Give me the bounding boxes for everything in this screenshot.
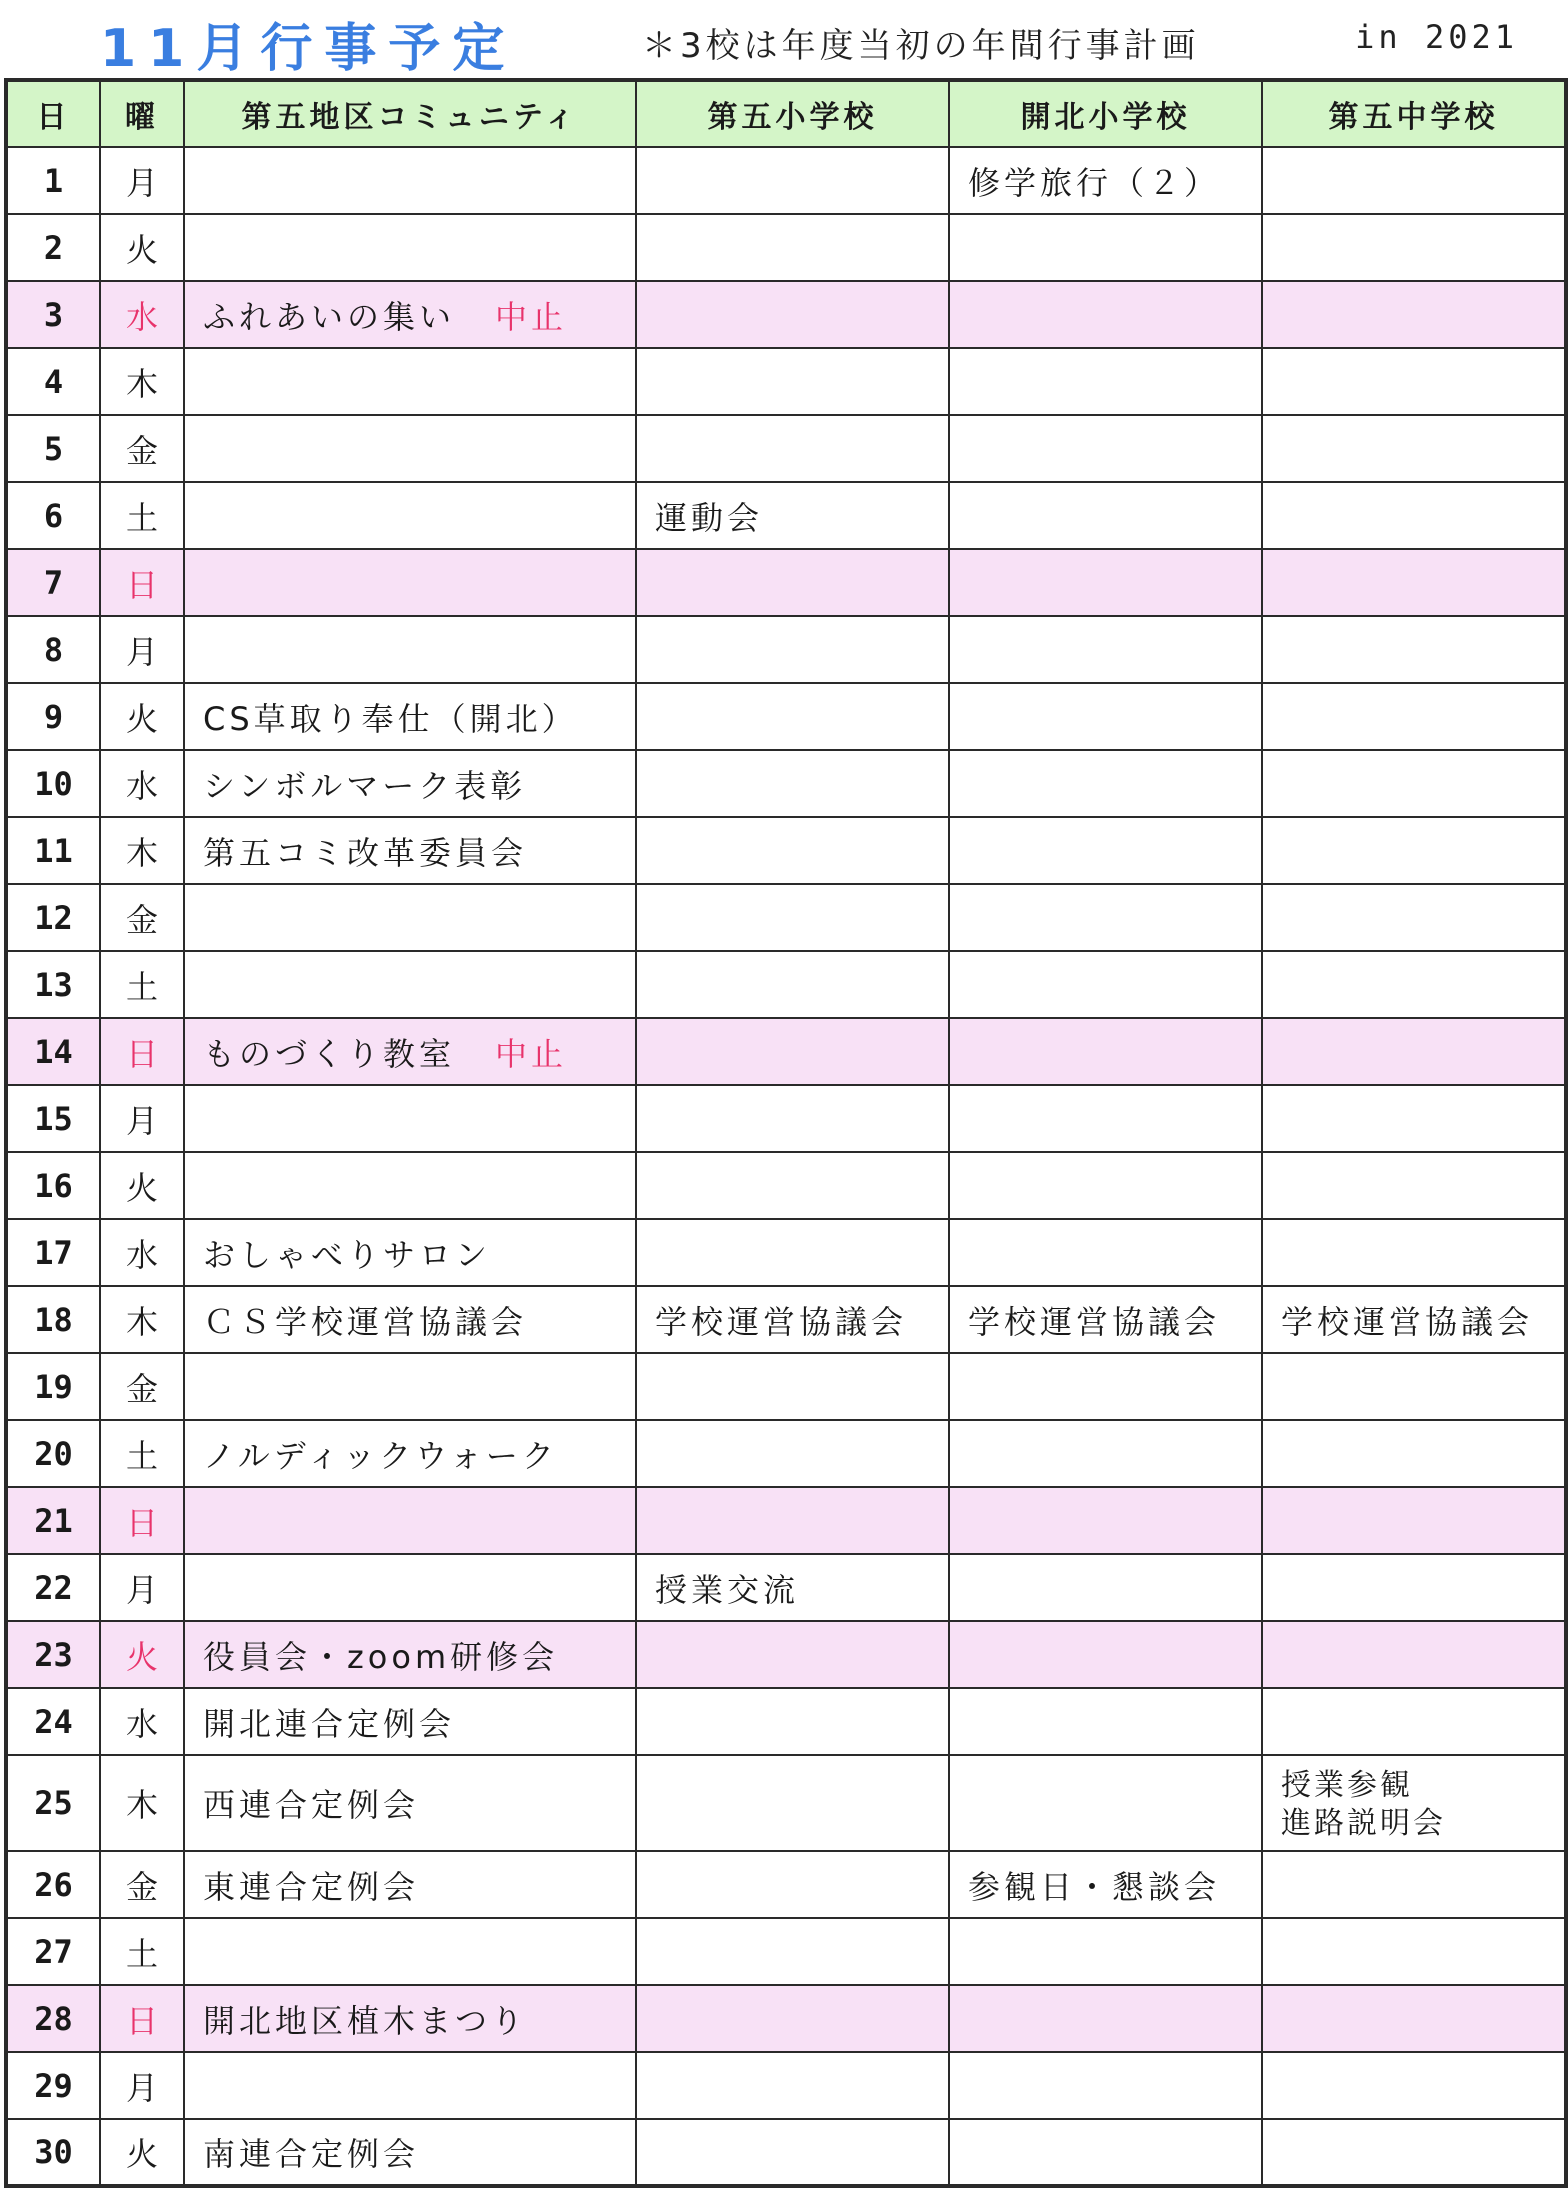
- community-event: 西連合定例会: [203, 1786, 420, 1824]
- community-event: 東連合定例会: [203, 1867, 420, 1906]
- kaihoku-elementary-cell: [949, 1554, 1262, 1621]
- daigo-elementary-cell: [636, 1918, 949, 1985]
- junior-high-event: 授業参観 進路説明会: [1281, 1768, 1446, 1841]
- day-cell: 14: [6, 1018, 100, 1085]
- kaihoku-elementary-cell: [949, 281, 1262, 348]
- daigo-elementary-cell: [636, 1851, 949, 1918]
- daigo-junior-high-cell: [1262, 1918, 1566, 1985]
- daigo-elementary-cell: [636, 1487, 949, 1554]
- day-cell: 22: [6, 1554, 100, 1621]
- kaihoku-elementary-cell: [949, 1621, 1262, 1688]
- table-row: [6, 1420, 1566, 1487]
- kaihoku-elementary-cell: [949, 1018, 1262, 1085]
- weekday-cell: 土: [100, 1918, 184, 1985]
- daigo-junior-high-cell: [1262, 1219, 1566, 1286]
- daigo-junior-high-cell: [1262, 1420, 1566, 1487]
- community-cell: [184, 214, 636, 281]
- daigo-elementary-cell: [636, 951, 949, 1018]
- daigo-junior-high-cell: [1262, 415, 1566, 482]
- weekday-cell: 日: [100, 1985, 184, 2052]
- table-row: [6, 683, 1566, 750]
- table-row: [6, 884, 1566, 951]
- table-row: [6, 817, 1566, 884]
- daigo-elementary-cell: [636, 1018, 949, 1085]
- weekday-cell: 水: [100, 1219, 184, 1286]
- day-cell: 15: [6, 1085, 100, 1152]
- table-row: [6, 1152, 1566, 1219]
- table-row: [6, 549, 1566, 616]
- community-event: 開北地区植木まつり: [203, 2001, 528, 2040]
- community-cell: [184, 415, 636, 482]
- table-row: [6, 1621, 1566, 1688]
- kaihoku-elementary-cell: [949, 1918, 1262, 1985]
- daigo-junior-high-cell: [1262, 1085, 1566, 1152]
- day-cell: 20: [6, 1420, 100, 1487]
- cancelled-label: 中止: [495, 1034, 568, 1073]
- community-cell: [184, 549, 636, 616]
- kaihoku-elementary-cell: [949, 482, 1262, 549]
- kaihoku-elementary-cell: [949, 1985, 1262, 2052]
- kaihoku-elementary-cell: [949, 348, 1262, 415]
- daigo-elementary-cell: [636, 549, 949, 616]
- weekday-cell: 月: [100, 616, 184, 683]
- day-cell: 28: [6, 1985, 100, 2052]
- weekday-cell: 火: [100, 1152, 184, 1219]
- day-cell: 4: [6, 348, 100, 415]
- community-cell: [184, 1688, 636, 1755]
- daigo-elementary-cell: [636, 1152, 949, 1219]
- kaihoku-elementary-cell: [949, 750, 1262, 817]
- day-cell: 11: [6, 817, 100, 884]
- daigo-elementary-cell: [636, 147, 949, 214]
- table-row: [6, 1286, 1566, 1353]
- weekday-cell: 火: [100, 1621, 184, 1688]
- table-row: [6, 482, 1566, 549]
- community-cell: [184, 1018, 636, 1085]
- weekday-cell: 土: [100, 482, 184, 549]
- page-header: [0, 0, 1568, 78]
- daigo-junior-high-cell: [1262, 549, 1566, 616]
- day-cell: 8: [6, 616, 100, 683]
- day-cell: 24: [6, 1688, 100, 1755]
- day-cell: 6: [6, 482, 100, 549]
- weekday-cell: 火: [100, 214, 184, 281]
- column-header-day: 日: [6, 80, 100, 147]
- day-cell: 5: [6, 415, 100, 482]
- community-cell: [184, 348, 636, 415]
- kaihoku-elementary-cell: [949, 817, 1262, 884]
- community-cell: [184, 750, 636, 817]
- daigo-elementary-cell: [636, 1688, 949, 1755]
- community-cell: [184, 1621, 636, 1688]
- day-cell: 13: [6, 951, 100, 1018]
- kaihoku-elementary-cell: [949, 2052, 1262, 2119]
- daigo-junior-high-cell: [1262, 147, 1566, 214]
- community-cell: [184, 482, 636, 549]
- daigo-junior-high-cell: [1262, 1487, 1566, 1554]
- daigo-junior-high-cell: [1262, 1688, 1566, 1755]
- header-note: ＊3校は年度当初の年間行事計画: [642, 26, 1200, 66]
- kaihoku-elementary-cell: [949, 1487, 1262, 1554]
- daigo-junior-high-cell: [1262, 1554, 1566, 1621]
- community-cell: [184, 2052, 636, 2119]
- table-row: [6, 1487, 1566, 1554]
- daigo-junior-high-cell: [1262, 348, 1566, 415]
- daigo-elementary-cell: [636, 750, 949, 817]
- kaihoku-elementary-cell: [949, 2119, 1262, 2186]
- weekday-cell: 日: [100, 1018, 184, 1085]
- day-cell: 23: [6, 1621, 100, 1688]
- kaihoku-elementary-cell: 学校運営協議会: [949, 1286, 1262, 1353]
- daigo-elementary-cell: [636, 2052, 949, 2119]
- community-cell: [184, 884, 636, 951]
- community-cell: [184, 1554, 636, 1621]
- daigo-elementary-cell: [636, 2119, 949, 2186]
- community-event: 役員会・zoom研修会: [203, 1637, 559, 1676]
- daigo-elementary-cell: [636, 817, 949, 884]
- daigo-elementary-cell: [636, 1985, 949, 2052]
- day-cell: 19: [6, 1353, 100, 1420]
- community-event: CS草取り奉仕（開北）: [203, 699, 578, 738]
- community-event: おしゃべりサロン: [203, 1235, 492, 1274]
- community-cell: [184, 1755, 636, 1851]
- daigo-junior-high-cell: [1262, 1286, 1566, 1353]
- community-cell: [184, 1152, 636, 1219]
- daigo-elementary-cell: 運動会: [636, 482, 949, 549]
- community-cell: [184, 1487, 636, 1554]
- table-row: [6, 1353, 1566, 1420]
- day-cell: 2: [6, 214, 100, 281]
- kaihoku-elementary-cell: [949, 415, 1262, 482]
- kaihoku-elementary-cell: 参観日・懇談会: [949, 1851, 1262, 1918]
- table-row: [6, 1918, 1566, 1985]
- weekday-cell: 月: [100, 1554, 184, 1621]
- junior-high-event: 学校運営協議会: [1281, 1302, 1534, 1341]
- weekday-cell: 月: [100, 1085, 184, 1152]
- kaihoku-elementary-cell: [949, 1219, 1262, 1286]
- table-row: [6, 415, 1566, 482]
- daigo-junior-high-cell: [1262, 817, 1566, 884]
- day-cell: 30: [6, 2119, 100, 2186]
- weekday-cell: 月: [100, 2052, 184, 2119]
- table-row: [6, 1755, 1566, 1851]
- weekday-cell: 火: [100, 683, 184, 750]
- kaihoku-elementary-cell: [949, 1152, 1262, 1219]
- daigo-elementary-cell: [636, 1755, 949, 1851]
- table-row: [6, 281, 1566, 348]
- kaihoku-elementary-cell: [949, 884, 1262, 951]
- community-event: ものづくり教室: [203, 1034, 456, 1073]
- kaihoku-elementary-cell: [949, 1420, 1262, 1487]
- table-row: [6, 616, 1566, 683]
- daigo-elementary-cell: [636, 1085, 949, 1152]
- table-row: [6, 1688, 1566, 1755]
- day-cell: 21: [6, 1487, 100, 1554]
- community-cell: [184, 616, 636, 683]
- weekday-cell: 月: [100, 147, 184, 214]
- daigo-elementary-cell: [636, 1353, 949, 1420]
- kaihoku-elementary-cell: [949, 951, 1262, 1018]
- daigo-junior-high-cell: [1262, 1985, 1566, 2052]
- daigo-junior-high-cell: [1262, 1621, 1566, 1688]
- weekday-cell: 木: [100, 817, 184, 884]
- daigo-elementary-cell: [636, 616, 949, 683]
- community-event: シンボルマーク表彰: [203, 766, 527, 805]
- day-cell: 1: [6, 147, 100, 214]
- day-cell: 26: [6, 1851, 100, 1918]
- community-cell: [184, 1851, 636, 1918]
- daigo-elementary-cell: [636, 348, 949, 415]
- column-header-daigo-junior-high: 第五中学校: [1262, 80, 1566, 147]
- daigo-junior-high-cell: [1262, 2052, 1566, 2119]
- daigo-junior-high-cell: [1262, 1152, 1566, 1219]
- day-cell: 3: [6, 281, 100, 348]
- table-row: [6, 750, 1566, 817]
- daigo-junior-high-cell: [1262, 1353, 1566, 1420]
- community-cell: [184, 1918, 636, 1985]
- day-cell: 27: [6, 1918, 100, 1985]
- weekday-cell: 金: [100, 415, 184, 482]
- community-cell: [184, 2119, 636, 2186]
- weekday-cell: 火: [100, 2119, 184, 2186]
- table-row: [6, 348, 1566, 415]
- table-row: [6, 1085, 1566, 1152]
- daigo-elementary-cell: [636, 214, 949, 281]
- day-cell: 12: [6, 884, 100, 951]
- day-cell: 29: [6, 2052, 100, 2119]
- weekday-cell: 木: [100, 348, 184, 415]
- weekday-cell: 木: [100, 1286, 184, 1353]
- daigo-elementary-cell: [636, 1219, 949, 1286]
- weekday-cell: 木: [100, 1755, 184, 1851]
- daigo-elementary-cell: [636, 1621, 949, 1688]
- kaihoku-elementary-cell: [949, 616, 1262, 683]
- daigo-elementary-cell: [636, 1420, 949, 1487]
- day-cell: 9: [6, 683, 100, 750]
- community-event: ふれあいの集い: [203, 297, 456, 336]
- daigo-elementary-cell: [636, 884, 949, 951]
- column-header-weekday: 曜: [100, 80, 184, 147]
- community-cell: [184, 683, 636, 750]
- day-cell: 25: [6, 1755, 100, 1851]
- community-event: ＣＳ学校運営協議会: [203, 1302, 528, 1341]
- table-row: [6, 1219, 1566, 1286]
- daigo-junior-high-cell: [1262, 951, 1566, 1018]
- community-cell: [184, 281, 636, 348]
- daigo-junior-high-cell: [1262, 683, 1566, 750]
- weekday-cell: 水: [100, 750, 184, 817]
- day-cell: 10: [6, 750, 100, 817]
- community-cell: [184, 1420, 636, 1487]
- daigo-junior-high-cell: [1262, 214, 1566, 281]
- kaihoku-elementary-cell: [949, 1755, 1262, 1851]
- daigo-junior-high-cell: [1262, 1018, 1566, 1085]
- daigo-elementary-cell: 学校運営協議会: [636, 1286, 949, 1353]
- column-header-community: 第五地区コミュニティ: [184, 80, 636, 147]
- kaihoku-elementary-cell: 修学旅行（２）: [949, 147, 1262, 214]
- daigo-junior-high-cell: [1262, 2119, 1566, 2186]
- kaihoku-elementary-cell: [949, 683, 1262, 750]
- daigo-junior-high-cell: [1262, 281, 1566, 348]
- daigo-elementary-cell: [636, 281, 949, 348]
- column-header-kaihoku-elementary: 開北小学校: [949, 80, 1262, 147]
- daigo-junior-high-cell: [1262, 1851, 1566, 1918]
- page-title: 11月行事予定: [100, 19, 517, 79]
- daigo-elementary-cell: [636, 415, 949, 482]
- day-cell: 17: [6, 1219, 100, 1286]
- daigo-junior-high-cell: [1262, 482, 1566, 549]
- day-cell: 16: [6, 1152, 100, 1219]
- community-cell: [184, 1219, 636, 1286]
- community-event: 南連合定例会: [203, 2135, 420, 2173]
- schedule-table: [4, 78, 1568, 2188]
- community-event: ノルディックウォーク: [203, 1436, 558, 1475]
- kaihoku-elementary-cell: [949, 214, 1262, 281]
- weekday-cell: 金: [100, 1851, 184, 1918]
- table-row: [6, 214, 1566, 281]
- weekday-cell: 水: [100, 281, 184, 348]
- kaihoku-elementary-cell: [949, 549, 1262, 616]
- community-cell: [184, 1985, 636, 2052]
- community-cell: [184, 147, 636, 214]
- kaihoku-elementary-cell: [949, 1085, 1262, 1152]
- community-event: 開北連合定例会: [203, 1704, 456, 1743]
- weekday-cell: 金: [100, 1353, 184, 1420]
- community-cell: [184, 951, 636, 1018]
- table-row: [6, 147, 1566, 214]
- weekday-cell: 土: [100, 1420, 184, 1487]
- daigo-junior-high-cell: [1262, 1755, 1566, 1851]
- table-row: [6, 1554, 1566, 1621]
- table-row: [6, 2119, 1566, 2186]
- weekday-cell: 日: [100, 1487, 184, 1554]
- table-row: [6, 951, 1566, 1018]
- cancelled-label: 中止: [495, 297, 568, 336]
- table-row: [6, 2052, 1566, 2119]
- table-header-row: [6, 80, 1566, 147]
- daigo-junior-high-cell: [1262, 884, 1566, 951]
- weekday-cell: 日: [100, 549, 184, 616]
- weekday-cell: 水: [100, 1688, 184, 1755]
- community-cell: [184, 1286, 636, 1353]
- community-cell: [184, 1353, 636, 1420]
- day-cell: 18: [6, 1286, 100, 1353]
- daigo-elementary-cell: 授業交流: [636, 1554, 949, 1621]
- column-header-daigo-elementary: 第五小学校: [636, 80, 949, 147]
- day-cell: 7: [6, 549, 100, 616]
- weekday-cell: 金: [100, 884, 184, 951]
- weekday-cell: 土: [100, 951, 184, 1018]
- header-year: in 2021: [1355, 18, 1518, 56]
- daigo-junior-high-cell: [1262, 750, 1566, 817]
- community-cell: [184, 1085, 636, 1152]
- community-event: 第五コミ改革委員会: [203, 833, 528, 872]
- daigo-junior-high-cell: [1262, 616, 1566, 683]
- table-row: [6, 1018, 1566, 1085]
- kaihoku-elementary-cell: [949, 1688, 1262, 1755]
- table-row: [6, 1985, 1566, 2052]
- table-row: [6, 1851, 1566, 1918]
- kaihoku-elementary-cell: [949, 1353, 1262, 1420]
- daigo-elementary-cell: [636, 683, 949, 750]
- community-cell: [184, 817, 636, 884]
